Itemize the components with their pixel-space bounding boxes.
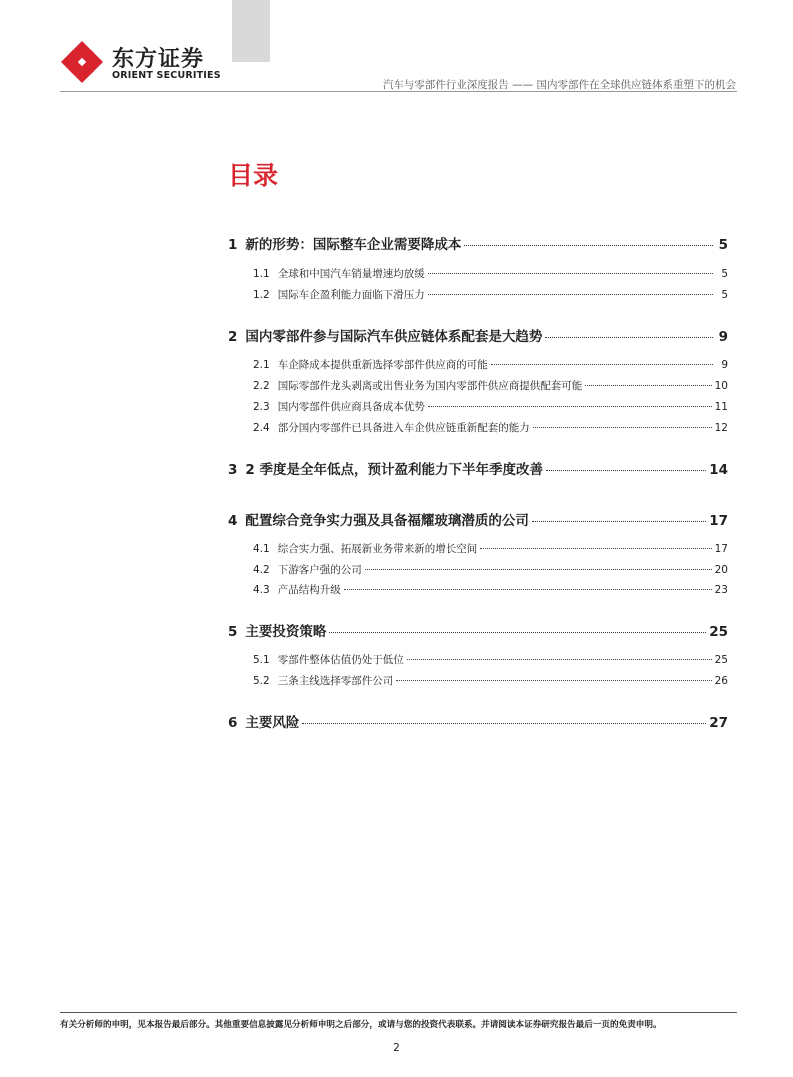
toc-subsection-entry[interactable]	[228, 378, 728, 393]
toc-dot-leader	[546, 470, 706, 471]
toc-entry-label: 三条主线选择零部件公司	[277, 675, 394, 687]
toc-entry-number: 4.3	[253, 584, 270, 596]
toc-entry-page: 26	[714, 675, 728, 687]
toc-subsection-entry[interactable]	[228, 399, 728, 414]
toc-dot-leader	[532, 521, 706, 522]
toc-dot-leader	[407, 659, 712, 660]
toc-dot-leader	[533, 427, 712, 428]
toc-entry-number: 1.2	[253, 289, 270, 301]
footer-disclaimer: 有关分析师的申明，见本报告最后部分。其他重要信息披露见分析师申明之后部分，或请与您的投资代表联系。并请阅读本证券研究报告最后一页的免责申明。	[60, 1020, 662, 1030]
toc-dot-leader	[344, 589, 712, 590]
toc-entry-number: 2.4	[253, 422, 270, 434]
toc-dot-leader	[464, 245, 713, 246]
toc-subsection-entry[interactable]	[228, 357, 728, 372]
toc-entry-label: 国际零部件龙头剥离或出售业务为国内零部件供应商提供配套可能	[277, 380, 583, 392]
company-logo	[60, 40, 240, 90]
header-divider	[60, 91, 737, 92]
toc-section-entry[interactable]	[228, 711, 728, 731]
report-header-title: 汽车与零部件行业深度报告 —— 国内零部件在全球供应链体系重塑下的机会	[382, 79, 736, 91]
toc-entry-page: 14	[709, 462, 728, 478]
toc-dot-leader	[428, 406, 712, 407]
toc-entry-page: 5	[718, 237, 728, 253]
toc-entry-label: 全球和中国汽车销量增速均放缓	[277, 268, 425, 280]
toc-entry-number: 3	[228, 462, 238, 478]
toc-dot-leader	[428, 294, 713, 295]
toc-entry-page: 27	[709, 715, 728, 731]
toc-entry-label: 国内零部件参与国际汽车供应链体系配套是大趋势	[245, 329, 543, 345]
toc-entry-number: 1	[228, 237, 238, 253]
toc-entry-number: 4.2	[253, 564, 270, 576]
toc-entry-number: 5.2	[253, 675, 270, 687]
toc-section-entry[interactable]	[228, 233, 728, 253]
toc-dot-leader	[329, 632, 706, 633]
toc-entry-number: 5.1	[253, 654, 270, 666]
toc-entry-label: 国内零部件供应商具备成本优势	[277, 401, 425, 413]
toc-entry-label: 新的形势：国际整车企业需要降成本	[245, 237, 462, 253]
toc-entry-label: 国际车企盈利能力面临下滑压力	[277, 289, 425, 301]
toc-section-entry[interactable]	[228, 325, 728, 345]
toc-entry-label: 主要投资策略	[245, 624, 327, 640]
toc-entry-page: 17	[709, 513, 728, 529]
toc-section-entry[interactable]	[228, 620, 728, 640]
toc-entry-label: 车企降成本提供重新选择零部件供应商的可能	[277, 359, 488, 371]
toc-subsection-entry[interactable]	[228, 287, 728, 302]
toc-dot-leader	[396, 680, 711, 681]
toc-dot-leader	[545, 337, 713, 338]
toc-subsection-entry[interactable]	[228, 562, 728, 577]
toc-subsection-entry[interactable]	[228, 582, 728, 597]
toc-entry-label: 下游客户强的公司	[277, 564, 362, 576]
toc-entry-page: 5	[721, 289, 728, 301]
toc-entry-number: 1.1	[253, 268, 270, 280]
toc-section-entry[interactable]	[228, 509, 728, 529]
toc-entry-label: 2 季度是全年低点，预计盈利能力下半年季度改善	[245, 462, 543, 478]
toc-subsection-entry[interactable]	[228, 652, 728, 667]
toc-dot-leader	[365, 569, 712, 570]
toc-dot-leader	[480, 548, 711, 549]
toc-title: 目录	[228, 161, 279, 190]
toc-entry-label: 部分国内零部件已具备进入车企供应链重新配套的能力	[277, 422, 530, 434]
toc-entry-page: 5	[721, 268, 728, 280]
page-number: 2	[393, 1042, 400, 1054]
toc-dot-leader	[491, 364, 713, 365]
orient-securities-logo-icon	[60, 40, 104, 84]
toc-entry-number: 6	[228, 715, 238, 731]
toc-dot-leader	[585, 385, 711, 386]
logo-english-name: ORIENT SECURITIES	[112, 70, 221, 81]
toc-entry-number: 4.1	[253, 543, 270, 555]
toc-entry-number: 2.2	[253, 380, 270, 392]
toc-entry-page: 23	[714, 584, 728, 596]
toc-entry-page: 9	[721, 359, 728, 371]
footer-divider	[60, 1012, 737, 1013]
toc-entry-page: 25	[714, 654, 728, 666]
toc-entry-page: 9	[718, 329, 728, 345]
toc-entry-page: 17	[714, 543, 728, 555]
toc-subsection-entry[interactable]	[228, 420, 728, 435]
toc-entry-page: 11	[714, 401, 728, 413]
toc-entry-number: 2.3	[253, 401, 270, 413]
toc-entry-page: 20	[714, 564, 728, 576]
toc-section-entry[interactable]	[228, 458, 728, 478]
toc-entry-number: 2.1	[253, 359, 270, 371]
toc-subsection-entry[interactable]	[228, 673, 728, 688]
toc-entry-number: 5	[228, 624, 238, 640]
toc-entry-label: 综合实力强、拓展新业务带来新的增长空间	[277, 543, 478, 555]
logo-chinese-name: 东方证券	[112, 47, 205, 72]
toc-entry-label: 配置综合竞争实力强及具备福耀玻璃潜质的公司	[245, 513, 529, 529]
toc-entry-label: 零部件整体估值仍处于低位	[277, 654, 404, 666]
toc-entry-number: 4	[228, 513, 238, 529]
toc-entry-page: 25	[709, 624, 728, 640]
toc-entry-number: 2	[228, 329, 238, 345]
toc-entry-label: 产品结构升级	[277, 584, 341, 596]
toc-subsection-entry[interactable]	[228, 541, 728, 556]
toc-subsection-entry[interactable]	[228, 266, 728, 281]
toc-dot-leader	[302, 723, 706, 724]
toc-entry-page: 12	[714, 422, 728, 434]
toc-dot-leader	[428, 273, 713, 274]
toc-entry-page: 10	[714, 380, 728, 392]
toc-entry-label: 主要风险	[245, 715, 300, 731]
